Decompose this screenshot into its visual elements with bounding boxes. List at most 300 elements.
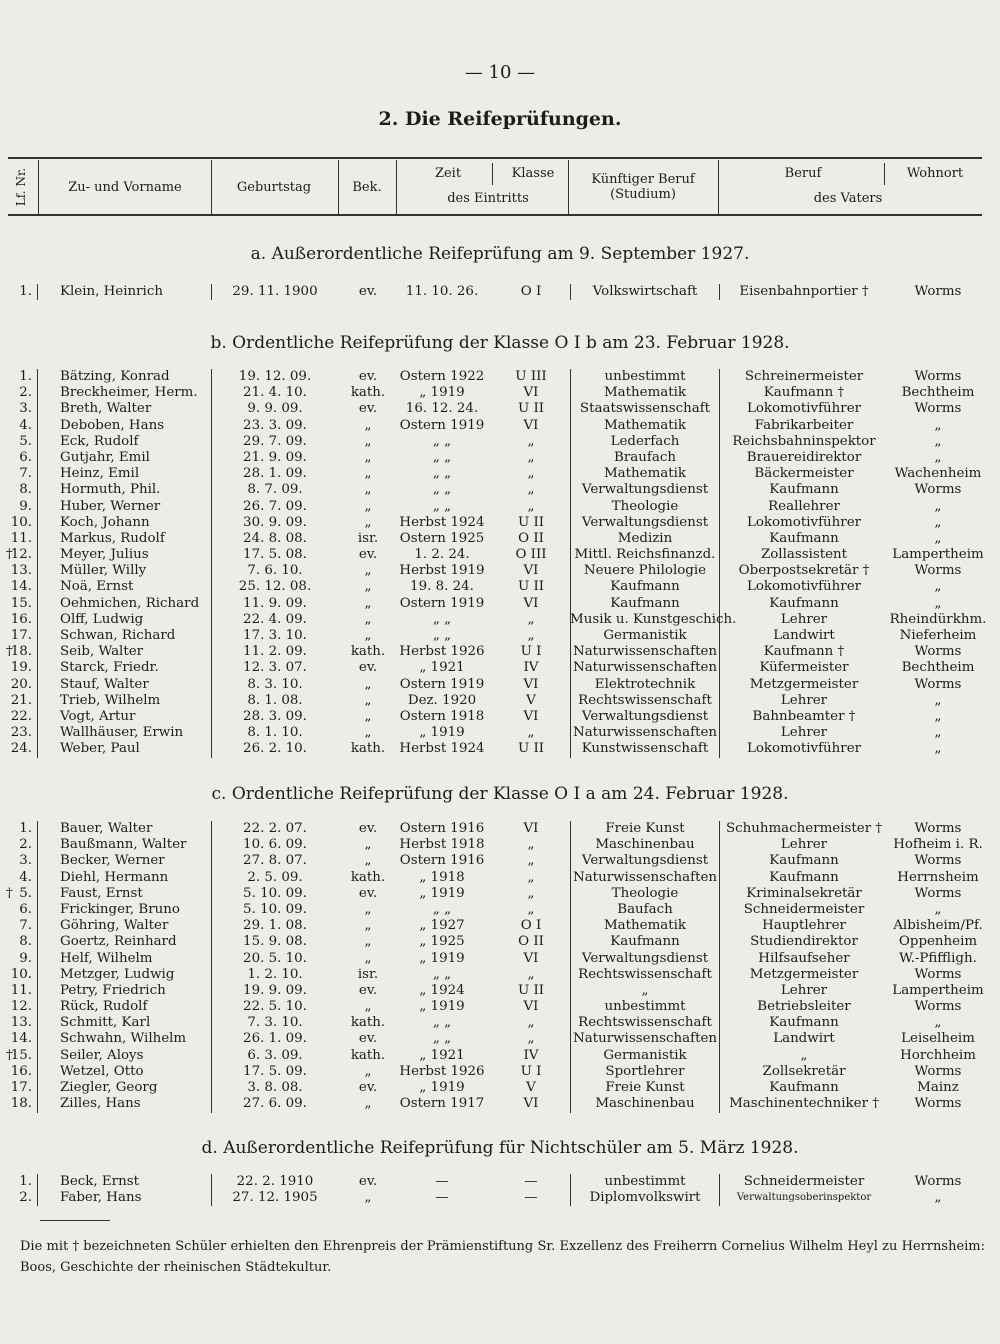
residence: Oppenheim bbox=[898, 934, 978, 950]
future-profession: Staatswissenschaft bbox=[579, 401, 711, 417]
student-name: Bätzing, Konrad bbox=[60, 369, 170, 384]
entry-time: „ 1919 bbox=[419, 385, 465, 401]
table-row bbox=[0, 983, 1000, 999]
father-profession: Lokomotivführer bbox=[746, 401, 862, 417]
header-divider bbox=[718, 160, 719, 214]
table-row bbox=[0, 1096, 1000, 1112]
student-name: Trieb, Wilhelm bbox=[60, 692, 161, 708]
father-profession: Lehrer bbox=[780, 725, 828, 741]
father-profession: Lokomotivführer bbox=[746, 741, 862, 757]
confession: „ bbox=[364, 433, 372, 449]
entry-time: „ 1919 bbox=[419, 1080, 465, 1095]
future-profession: Verwaltungsdienst bbox=[581, 482, 709, 498]
confession: ev. bbox=[358, 1031, 378, 1047]
residence: „ bbox=[934, 708, 942, 724]
entry-class: VI bbox=[523, 708, 539, 724]
table-row bbox=[0, 515, 1000, 531]
entry-class: „ bbox=[527, 466, 535, 482]
table-row bbox=[0, 660, 1000, 676]
father-profession: „ bbox=[800, 1047, 808, 1063]
row-number: 11. bbox=[10, 530, 32, 546]
row-number: 3. bbox=[19, 853, 32, 869]
row-number: 9. bbox=[19, 950, 32, 966]
confession: „ bbox=[364, 918, 372, 934]
birthday: 19. 9. 09. bbox=[243, 982, 307, 998]
student-name: Koch, Johann bbox=[60, 514, 150, 530]
table-row bbox=[0, 1048, 1000, 1064]
row-number: 21. bbox=[10, 692, 32, 708]
father-profession: Küfermeister bbox=[759, 660, 849, 676]
entry-time: „ „ bbox=[432, 611, 452, 627]
row-number: 17. bbox=[10, 1080, 32, 1095]
entry-class: VI bbox=[523, 1096, 539, 1112]
entry-time: 19. 8. 24. bbox=[410, 579, 474, 595]
birthday: 8. 3. 10. bbox=[247, 676, 303, 692]
birthday: 22. 5. 10. bbox=[243, 999, 307, 1015]
row-number: 2. bbox=[19, 837, 32, 853]
student-name: Noä, Ernst bbox=[60, 579, 134, 595]
row-number: 9. bbox=[19, 498, 32, 514]
entry-class: O II bbox=[518, 934, 544, 950]
entry-class: „ bbox=[527, 498, 535, 514]
residence: Worms bbox=[914, 563, 962, 579]
residence: „ bbox=[934, 449, 942, 465]
student-name: Becker, Werner bbox=[60, 853, 165, 869]
section-rows bbox=[0, 1174, 1000, 1206]
table-row bbox=[0, 821, 1000, 837]
row-number: 11. bbox=[10, 982, 32, 998]
confession: „ bbox=[364, 417, 372, 433]
residence: Worms bbox=[914, 482, 962, 498]
entry-time: „ „ bbox=[432, 966, 452, 982]
residence: „ bbox=[934, 692, 942, 708]
table-row bbox=[0, 853, 1000, 869]
entry-class: „ bbox=[527, 628, 535, 643]
future-profession: Freie Kunst bbox=[605, 1080, 685, 1095]
residence: Hofheim i. R. bbox=[893, 837, 983, 853]
birthday: 5. 10. 09. bbox=[243, 901, 307, 917]
future-profession: Baufach bbox=[617, 901, 673, 917]
future-profession: Braufach bbox=[614, 449, 676, 465]
confession: ev. bbox=[358, 660, 378, 676]
father-profession: Kaufmann bbox=[769, 1015, 839, 1031]
table-row bbox=[0, 450, 1000, 466]
row-number: 1. bbox=[19, 1174, 32, 1189]
entry-class: VI bbox=[523, 417, 539, 433]
row-number: 16. bbox=[10, 1063, 32, 1079]
future-profession: Naturwissenschaften bbox=[572, 644, 717, 660]
confession: „ bbox=[364, 611, 372, 627]
table-row bbox=[0, 418, 1000, 434]
row-number: 3. bbox=[19, 401, 32, 417]
birthday: 6. 3. 09. bbox=[247, 1047, 303, 1063]
row-number: 5. bbox=[19, 433, 32, 449]
table-row bbox=[0, 902, 1000, 918]
entry-time: „ 1919 bbox=[419, 999, 465, 1015]
birthday: 25. 12. 08. bbox=[238, 579, 312, 595]
father-profession: Schreinermeister bbox=[744, 369, 864, 384]
future-profession: Naturwissenschaften bbox=[572, 1031, 717, 1047]
entry-time: 11. 10. 26. bbox=[405, 284, 479, 299]
birthday: 29. 7. 09. bbox=[243, 433, 307, 449]
confession: isr. bbox=[357, 966, 379, 982]
dagger-mark: † bbox=[6, 1047, 13, 1063]
student-name: Faust, Ernst bbox=[60, 885, 143, 901]
confession: kath. bbox=[350, 644, 386, 660]
section-heading: d. Außerordentliche Reifeprüfung für Nichtschüler am 5. März 1928. bbox=[201, 1138, 799, 1158]
row-number: 16. bbox=[10, 611, 32, 627]
row-number: 19. bbox=[10, 660, 32, 676]
header-divider bbox=[38, 160, 39, 214]
table-row bbox=[0, 967, 1000, 983]
student-name: Deboben, Hans bbox=[60, 417, 165, 433]
row-number: 14. bbox=[10, 1031, 32, 1047]
entry-time: Herbst 1924 bbox=[399, 741, 485, 757]
confession: isr. bbox=[357, 530, 379, 546]
residence: Worms bbox=[914, 966, 962, 982]
section-heading: c. Ordentliche Reifeprüfung der Klasse O I a am 24. Februar 1928. bbox=[211, 784, 789, 804]
confession: ev. bbox=[358, 401, 378, 417]
entry-time: „ 1919 bbox=[419, 950, 465, 966]
entry-time: Herbst 1926 bbox=[399, 1063, 485, 1079]
birthday: 29. 1. 08. bbox=[243, 918, 307, 934]
residence: Worms bbox=[914, 821, 962, 836]
student-name: Bauer, Walter bbox=[60, 821, 153, 836]
future-profession: Sportlehrer bbox=[605, 1063, 685, 1079]
entry-class: „ bbox=[527, 1015, 535, 1031]
birthday: 22. 2. 07. bbox=[243, 821, 307, 836]
residence: Leiselheim bbox=[901, 1031, 975, 1047]
future-profession: Maschinenbau bbox=[595, 837, 695, 853]
residence: „ bbox=[934, 417, 942, 433]
student-name: Breckheimer, Herm. bbox=[60, 385, 198, 401]
birthday: 21. 4. 10. bbox=[243, 385, 307, 401]
row-number: 17. bbox=[10, 628, 32, 643]
confession: kath. bbox=[350, 869, 386, 885]
row-number: 15. bbox=[10, 595, 32, 611]
father-profession: Bahnbeamter † bbox=[752, 708, 856, 724]
residence: „ bbox=[934, 741, 942, 757]
entry-class: „ bbox=[527, 901, 535, 917]
student-name: Helf, Wilhelm bbox=[60, 950, 153, 966]
future-profession: Rechtswissenschaft bbox=[578, 692, 712, 708]
entry-class: O II bbox=[518, 530, 544, 546]
entry-class: U II bbox=[517, 982, 545, 998]
future-profession: Lederfach bbox=[610, 433, 680, 449]
row-number: 4. bbox=[19, 417, 32, 433]
father-profession: Schneidermeister bbox=[743, 1174, 865, 1189]
header-name: Zu- und Vorname bbox=[68, 179, 182, 195]
birthday: 8. 1. 10. bbox=[247, 725, 303, 741]
entry-class: „ bbox=[527, 837, 535, 853]
page-number: — 10 — bbox=[464, 62, 536, 83]
student-name: Weber, Paul bbox=[60, 741, 140, 757]
table-row bbox=[0, 951, 1000, 967]
table-row bbox=[0, 999, 1000, 1015]
confession: „ bbox=[364, 579, 372, 595]
row-number: 1. bbox=[19, 821, 32, 836]
entry-class: O I bbox=[520, 284, 542, 299]
future-profession: Kaufmann bbox=[610, 595, 680, 611]
student-name: Breth, Walter bbox=[60, 401, 152, 417]
father-profession: Reichsbahninspektor bbox=[732, 433, 876, 449]
entry-time: — bbox=[435, 1174, 449, 1189]
father-profession: Hilfsaufseher bbox=[758, 950, 850, 966]
entry-time: „ „ bbox=[432, 482, 452, 498]
student-name: Klein, Heinrich bbox=[60, 284, 163, 299]
birthday: 26. 2. 10. bbox=[243, 741, 307, 757]
student-name: Seib, Walter bbox=[60, 644, 144, 660]
row-number: 12. bbox=[10, 999, 32, 1015]
section-heading: a. Außerordentliche Reifeprüfung am 9. September 1927. bbox=[250, 244, 750, 264]
student-name: Rück, Rudolf bbox=[60, 999, 148, 1015]
future-profession: Neuere Philologie bbox=[583, 563, 707, 579]
father-profession: Kaufmann bbox=[769, 1080, 839, 1095]
entry-time: 1. 2. 24. bbox=[414, 547, 470, 563]
birthday: 5. 10. 09. bbox=[243, 885, 307, 901]
header-father: des Vaters bbox=[813, 191, 883, 206]
birthday: 29. 11. 1900 bbox=[232, 284, 318, 299]
student-name: Ziegler, Georg bbox=[60, 1080, 158, 1095]
future-profession: Mathematik bbox=[603, 918, 687, 934]
header-job: Beruf bbox=[784, 166, 822, 181]
entry-class: U II bbox=[517, 514, 545, 530]
entry-time: „ „ bbox=[432, 1015, 452, 1031]
table-row bbox=[0, 934, 1000, 950]
residence: Wachenheim bbox=[894, 466, 982, 482]
row-number: 6. bbox=[19, 901, 32, 917]
father-profession: Landwirt bbox=[773, 628, 835, 643]
entry-time: Ostern 1917 bbox=[399, 1096, 485, 1112]
confession: „ bbox=[364, 950, 372, 966]
future-profession: Rechtswissenschaft bbox=[578, 966, 712, 982]
father-profession: Brauereidirektor bbox=[746, 449, 862, 465]
future-profession: „ bbox=[641, 982, 649, 998]
father-profession: Lehrer bbox=[780, 692, 828, 708]
birthday: 7. 3. 10. bbox=[247, 1015, 303, 1031]
future-profession: Diplomvolkswirt bbox=[589, 1190, 701, 1206]
confession: ev. bbox=[358, 821, 378, 836]
confession: ev. bbox=[358, 547, 378, 563]
row-number: 7. bbox=[19, 918, 32, 934]
confession: „ bbox=[364, 498, 372, 514]
header-confession: Bek. bbox=[352, 179, 382, 195]
entry-class: „ bbox=[527, 966, 535, 982]
future-profession: Germanistik bbox=[603, 628, 687, 643]
entry-class: „ bbox=[527, 482, 535, 498]
header-class: Klasse bbox=[511, 166, 555, 181]
residence: „ bbox=[934, 725, 942, 741]
father-profession: Schuhmachermeister † bbox=[725, 821, 883, 836]
table-row bbox=[0, 693, 1000, 709]
residence: „ bbox=[934, 514, 942, 530]
father-profession: Kaufmann bbox=[769, 595, 839, 611]
header-divider bbox=[396, 160, 397, 214]
birthday: 27. 6. 09. bbox=[243, 1096, 307, 1112]
entry-time: — bbox=[435, 1190, 449, 1206]
future-profession: Musik u. Kunstgeschich. bbox=[570, 611, 737, 627]
confession: „ bbox=[364, 853, 372, 869]
row-number: 24. bbox=[10, 741, 32, 757]
entry-time: „ „ bbox=[432, 901, 452, 917]
entry-time: „ „ bbox=[432, 466, 452, 482]
student-name: Baußmann, Walter bbox=[60, 837, 187, 853]
birthday: 1. 2. 10. bbox=[247, 966, 303, 982]
birthday: 23. 3. 09. bbox=[243, 417, 307, 433]
confession: ev. bbox=[358, 1174, 378, 1189]
birthday: 15. 9. 08. bbox=[243, 934, 307, 950]
student-name: Hormuth, Phil. bbox=[60, 482, 161, 498]
future-profession: Naturwissenschaften bbox=[572, 869, 717, 885]
residence: Worms bbox=[914, 644, 962, 660]
residence: Bechtheim bbox=[901, 385, 975, 401]
father-profession: Kaufmann bbox=[769, 853, 839, 869]
table-row bbox=[0, 547, 1000, 563]
future-profession: Theologie bbox=[611, 885, 679, 901]
residence: Worms bbox=[914, 1096, 962, 1112]
future-profession: Freie Kunst bbox=[605, 821, 685, 836]
birthday: 2. 5. 09. bbox=[247, 869, 303, 885]
header-future-job: Künftiger Beruf (Studium) bbox=[591, 172, 695, 202]
birthday: 28. 3. 09. bbox=[243, 708, 307, 724]
entry-class: O I bbox=[520, 918, 542, 934]
confession: „ bbox=[364, 676, 372, 692]
table-row bbox=[0, 677, 1000, 693]
future-profession: Medizin bbox=[617, 530, 673, 546]
future-profession: Mathematik bbox=[603, 385, 687, 401]
entry-time: „ 1927 bbox=[419, 918, 465, 934]
row-number: 14. bbox=[10, 579, 32, 595]
entry-time: „ 1921 bbox=[419, 1047, 465, 1063]
entry-class: U I bbox=[520, 644, 542, 660]
entry-time: Ostern 1916 bbox=[399, 821, 485, 836]
header-no: Lf. Nr. bbox=[14, 167, 28, 207]
student-name: Eck, Rudolf bbox=[60, 433, 139, 449]
father-profession: Betriebsleiter bbox=[757, 999, 851, 1015]
confession: „ bbox=[364, 692, 372, 708]
entry-time: „ 1925 bbox=[419, 934, 465, 950]
table-row bbox=[0, 369, 1000, 385]
entry-time: Ostern 1925 bbox=[399, 530, 485, 546]
page-title: 2. Die Reifeprüfungen. bbox=[378, 108, 622, 130]
table-row bbox=[0, 596, 1000, 612]
entry-class: U II bbox=[517, 741, 545, 757]
table-row bbox=[0, 886, 1000, 902]
residence: Herrnsheim bbox=[897, 869, 979, 885]
entry-class: V bbox=[526, 1080, 536, 1095]
entry-class: „ bbox=[527, 869, 535, 885]
birthday: 17. 3. 10. bbox=[243, 628, 307, 643]
confession: kath. bbox=[350, 1015, 386, 1031]
father-profession: Kaufmann bbox=[769, 530, 839, 546]
father-profession: Hauptlehrer bbox=[762, 918, 846, 934]
row-number: 22. bbox=[10, 708, 32, 724]
residence: Lampertheim bbox=[892, 547, 984, 563]
student-name: Diehl, Hermann bbox=[60, 869, 169, 885]
father-profession: Oberpostsekretär † bbox=[738, 563, 870, 579]
table-row bbox=[0, 741, 1000, 757]
row-number: 2. bbox=[19, 1190, 32, 1206]
birthday: 22. 4. 09. bbox=[243, 611, 307, 627]
birthday: 3. 8. 08. bbox=[247, 1080, 303, 1095]
entry-class: „ bbox=[527, 433, 535, 449]
birthday: 27. 12. 1905 bbox=[232, 1190, 318, 1206]
confession: „ bbox=[364, 901, 372, 917]
table-row bbox=[0, 1064, 1000, 1080]
birthday: 26. 1. 09. bbox=[243, 1031, 307, 1047]
residence: Worms bbox=[914, 401, 962, 417]
father-profession: Lokomotivführer bbox=[746, 514, 862, 530]
entry-class: V bbox=[526, 692, 536, 708]
table-row bbox=[0, 918, 1000, 934]
father-profession: Landwirt bbox=[773, 1031, 835, 1047]
entry-time: „ 1918 bbox=[419, 869, 465, 885]
confession: kath. bbox=[350, 385, 386, 401]
table-row bbox=[0, 1190, 1000, 1206]
table-row bbox=[0, 563, 1000, 579]
row-number: 4. bbox=[19, 869, 32, 885]
entry-time: Ostern 1919 bbox=[399, 595, 485, 611]
confession: „ bbox=[364, 1063, 372, 1079]
student-name: Goertz, Reinhard bbox=[60, 934, 177, 950]
row-number: 20. bbox=[10, 676, 32, 692]
row-number: 15. bbox=[10, 1047, 32, 1063]
entry-time: 16. 12. 24. bbox=[405, 401, 479, 417]
table-row bbox=[0, 466, 1000, 482]
entry-class: VI bbox=[523, 385, 539, 401]
residence: Horchheim bbox=[900, 1047, 976, 1063]
confession: „ bbox=[364, 1190, 372, 1206]
entry-class: IV bbox=[523, 660, 539, 676]
dagger-mark: † bbox=[6, 547, 13, 563]
student-name: Schwahn, Wilhelm bbox=[60, 1031, 187, 1047]
table-row bbox=[0, 709, 1000, 725]
student-name: Huber, Werner bbox=[60, 498, 161, 514]
confession: „ bbox=[364, 482, 372, 498]
entry-class: VI bbox=[523, 821, 539, 836]
entry-time: „ „ bbox=[432, 498, 452, 514]
student-name: Heinz, Emil bbox=[60, 466, 140, 482]
future-profession: Maschinenbau bbox=[595, 1096, 695, 1112]
entry-time: Ostern 1922 bbox=[399, 369, 485, 384]
father-profession: Maschinentechniker † bbox=[729, 1096, 879, 1112]
birthday: 21. 9. 09. bbox=[243, 449, 307, 465]
student-name: Meyer, Julius bbox=[60, 547, 149, 563]
entry-class: U III bbox=[515, 369, 547, 384]
entry-class: IV bbox=[523, 1047, 539, 1063]
footnote: Die mit † bezeichneten Schüler erhielten den Ehrenpreis der Prämienstiftung Sr. Exzellenz des Freiherrn Cornelius Wilhelm Heyl zu Herrnsheim: Boos, Geschichte der rheinischen Städtekultur. bbox=[20, 1239, 985, 1275]
entry-time: „ „ bbox=[432, 628, 452, 643]
student-name: Wetzel, Otto bbox=[60, 1063, 144, 1079]
entry-class: U II bbox=[517, 401, 545, 417]
dagger-mark: † bbox=[6, 644, 13, 660]
header-divider bbox=[884, 163, 885, 185]
row-number: 10. bbox=[10, 966, 32, 982]
residence: Worms bbox=[914, 676, 962, 692]
future-profession: Kaufmann bbox=[610, 934, 680, 950]
future-profession: unbestimmt bbox=[604, 369, 686, 384]
confession: „ bbox=[364, 1096, 372, 1112]
entry-time: „ 1919 bbox=[419, 725, 465, 741]
entry-time: „ „ bbox=[432, 1031, 452, 1047]
student-name: Faber, Hans bbox=[60, 1190, 142, 1206]
student-name: Frickinger, Bruno bbox=[60, 901, 180, 917]
row-number: 8. bbox=[19, 934, 32, 950]
future-profession: Mittl. Reichsfinanzd. bbox=[574, 547, 716, 563]
student-name: Metzger, Ludwig bbox=[60, 966, 175, 982]
confession: ev. bbox=[358, 885, 378, 901]
confession: „ bbox=[364, 595, 372, 611]
